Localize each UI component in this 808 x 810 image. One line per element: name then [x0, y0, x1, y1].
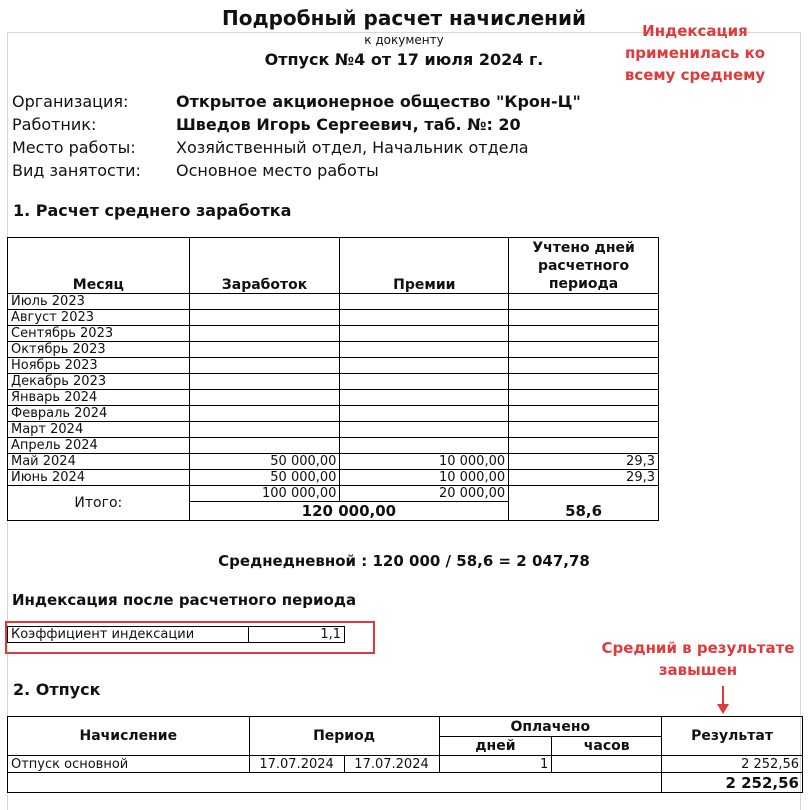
col-days-header-line: Учтено дней — [532, 240, 635, 256]
total-row-spacer — [8, 773, 662, 793]
table-row — [8, 342, 659, 358]
month-cell: Июль 2023 — [8, 294, 190, 310]
accrual-result: 2 252,56 — [662, 756, 803, 773]
month-cell: Март 2024 — [8, 422, 190, 438]
days-cell — [509, 422, 659, 438]
earnings-cell — [189, 358, 340, 374]
bonuses-cell — [340, 438, 509, 454]
table-row — [8, 422, 659, 438]
month-cell: Ноябрь 2023 — [8, 358, 190, 374]
page-title: Подробный расчет начислений — [221, 6, 587, 30]
bonuses-cell: 10 000,00 — [340, 454, 509, 470]
earnings-cell — [189, 422, 340, 438]
section2-title: 2. Отпуск — [13, 680, 101, 699]
table-row — [8, 470, 659, 486]
indexation-note-line: Индексация — [642, 22, 748, 40]
table-row — [8, 390, 659, 406]
vacation-table — [7, 716, 803, 793]
bonuses-cell — [340, 358, 509, 374]
workplace-value: Хозяйственный отдел, Начальник отдела — [176, 138, 529, 157]
earnings-cell: 50 000,00 — [189, 470, 340, 486]
table-row — [8, 406, 659, 422]
col-accrual-header: Начисление — [8, 717, 250, 756]
accrual-name: Отпуск основной — [8, 756, 250, 773]
table-row — [8, 294, 659, 310]
col-hours-subheader: часов — [552, 737, 662, 756]
average-note-line: Средний в результате — [601, 639, 795, 657]
col-result-header: Результат — [662, 717, 803, 756]
month-cell: Апрель 2024 — [8, 438, 190, 454]
table-row — [8, 358, 659, 374]
bonuses-cell — [340, 422, 509, 438]
earnings-cell — [189, 406, 340, 422]
total-earnings: 100 000,00 — [189, 486, 340, 502]
bonuses-cell — [340, 406, 509, 422]
average-earnings-table — [7, 237, 659, 521]
days-cell — [509, 390, 659, 406]
page-subtitle: к документу — [364, 33, 444, 47]
month-cell: Февраль 2024 — [8, 406, 190, 422]
earnings-cell: 50 000,00 — [189, 454, 340, 470]
period-from: 17.07.2024 — [249, 756, 344, 773]
table-row — [8, 374, 659, 390]
days-cell — [509, 374, 659, 390]
col-month-header: Месяц — [8, 238, 190, 294]
col-days-header-line: периода — [548, 276, 619, 292]
employment-value: Основное место работы — [176, 161, 379, 180]
indexation-note — [600, 20, 790, 86]
org-value: Открытое акционерное общество "Крон-Ц" — [176, 92, 581, 111]
earnings-cell — [189, 374, 340, 390]
col-paid-header: Оплачено — [439, 717, 662, 737]
down-arrow-icon — [716, 686, 730, 716]
table-row — [8, 454, 659, 470]
page-border-right — [800, 32, 801, 810]
bonuses-cell — [340, 326, 509, 342]
earnings-cell — [189, 294, 340, 310]
average-note-line: завышен — [658, 661, 738, 679]
table-row — [8, 326, 659, 342]
document-reference: Отпуск №4 от 17 июля 2024 г. — [264, 50, 544, 69]
total-days: 58,6 — [509, 486, 659, 521]
table-row — [8, 310, 659, 326]
indexation-note-line: всему среднему — [624, 66, 766, 84]
col-days-header-line: расчетного — [537, 258, 630, 274]
col-days-header — [509, 238, 659, 294]
month-cell: Май 2024 — [8, 454, 190, 470]
col-period-header: Период — [249, 717, 439, 756]
coef-value: 1,1 — [249, 627, 345, 643]
earnings-cell — [189, 438, 340, 454]
grand-total: 120 000,00 — [189, 502, 509, 521]
month-cell: Январь 2024 — [8, 390, 190, 406]
employee-value: Шведов Игорь Сергеевич, таб. №: 20 — [176, 115, 521, 134]
bonuses-cell: 10 000,00 — [340, 470, 509, 486]
employment-label: Вид занятости: — [12, 161, 141, 180]
bonuses-cell — [340, 310, 509, 326]
earnings-cell — [189, 326, 340, 342]
month-cell: Октябрь 2023 — [8, 342, 190, 358]
month-cell: Август 2023 — [8, 310, 190, 326]
indexation-title: Индексация после расчетного периода — [12, 591, 357, 609]
days-cell — [509, 358, 659, 374]
days-cell: 29,3 — [509, 470, 659, 486]
col-earnings-header: Заработок — [189, 238, 340, 294]
col-days-subheader: дней — [439, 737, 552, 756]
daily-average: Среднедневной : 120 000 / 58,6 = 2 047,78 — [218, 552, 590, 570]
days-cell: 29,3 — [509, 454, 659, 470]
days-cell — [509, 326, 659, 342]
total-label: Итого: — [8, 486, 190, 521]
workplace-label: Место работы: — [12, 138, 136, 157]
bonuses-cell — [340, 390, 509, 406]
days-cell — [509, 438, 659, 454]
vacation-total: 2 252,56 — [662, 773, 803, 793]
month-cell: Декабрь 2023 — [8, 374, 190, 390]
indexation-highlight-box — [5, 621, 375, 654]
days-cell — [509, 342, 659, 358]
earnings-cell — [189, 390, 340, 406]
employee-label: Работник: — [12, 115, 97, 134]
average-note — [598, 637, 798, 681]
total-bonuses: 20 000,00 — [340, 486, 509, 502]
paid-days: 1 — [439, 756, 552, 773]
month-cell: Сентябрь 2023 — [8, 326, 190, 342]
month-cell: Июнь 2024 — [8, 470, 190, 486]
section1-title: 1. Расчет среднего заработка — [13, 201, 292, 220]
earnings-cell — [189, 342, 340, 358]
bonuses-cell — [340, 342, 509, 358]
bonuses-cell — [340, 294, 509, 310]
bonuses-cell — [340, 374, 509, 390]
days-cell — [509, 310, 659, 326]
col-bonuses-header: Премии — [340, 238, 509, 294]
paid-hours — [552, 756, 662, 773]
period-to: 17.07.2024 — [344, 756, 439, 773]
days-cell — [509, 294, 659, 310]
indexation-note-line: применилась ко — [624, 44, 766, 62]
org-label: Организация: — [12, 92, 129, 111]
days-cell — [509, 406, 659, 422]
coef-label: Коэффициент индексации — [8, 627, 249, 643]
earnings-cell — [189, 310, 340, 326]
table-row — [8, 438, 659, 454]
